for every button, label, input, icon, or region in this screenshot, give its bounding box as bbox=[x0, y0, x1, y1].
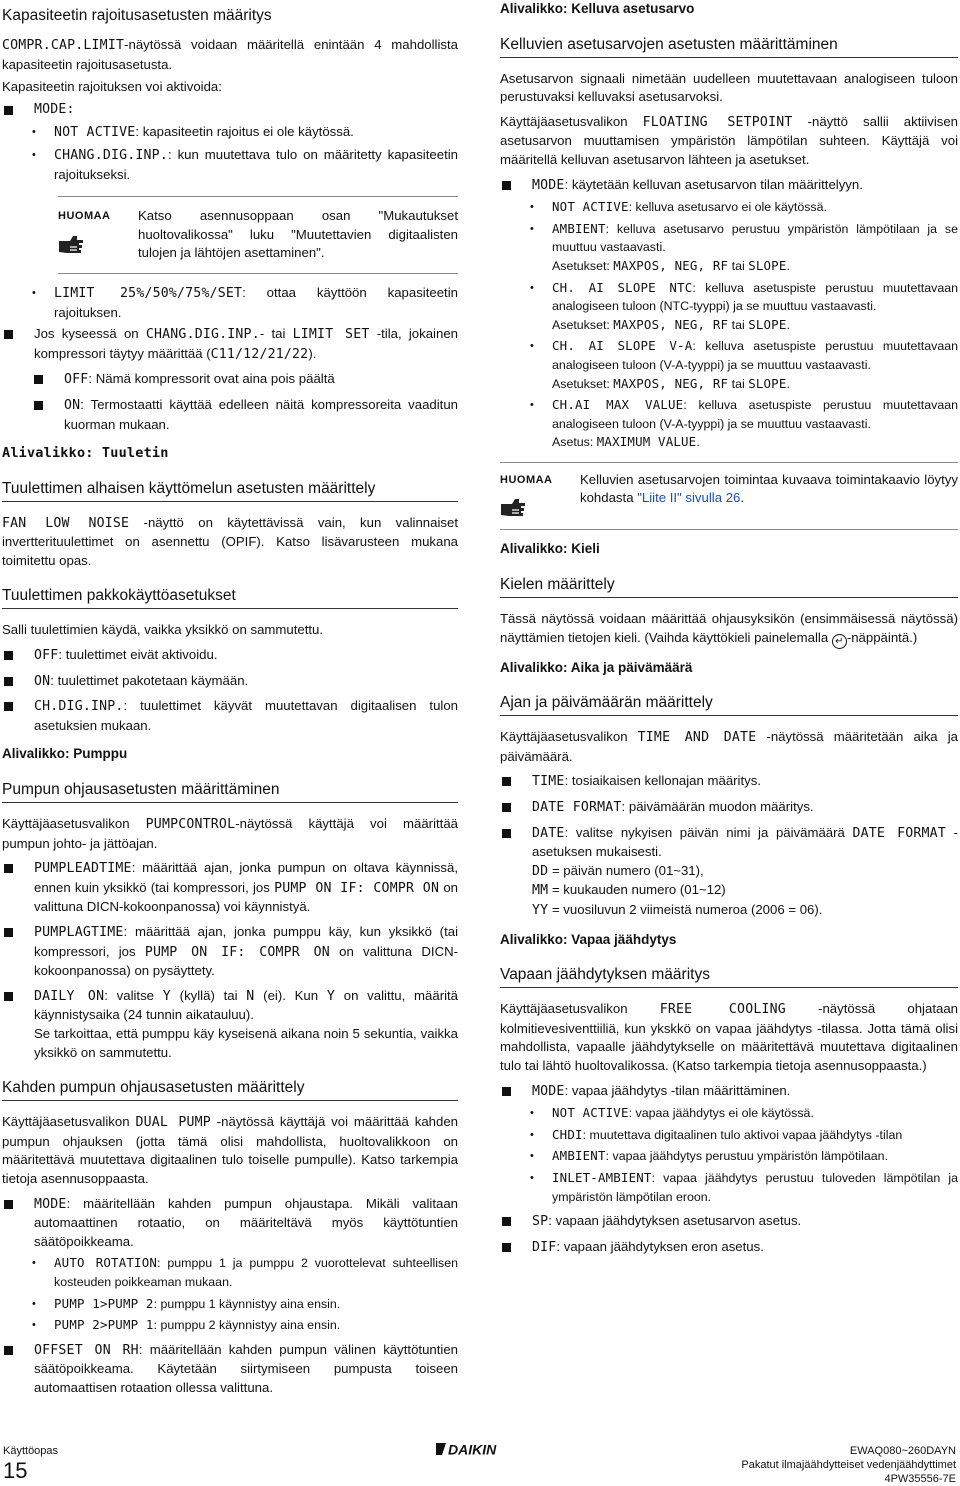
page-number: 15 bbox=[3, 1458, 28, 1483]
note2-text: Kelluvien asetusarvojen toimintaa kuvaava toimintakaavio löytyy kohdasta "Liite II" sivulla 26. bbox=[580, 471, 958, 506]
pump-paragraph: Käyttäjäasetusvalikon PUMPCONTROL-näytössä käyttäjä voi määrittää pumpun johto- ja jättöajan. bbox=[2, 816, 458, 851]
on-bullet: ON: Termostaatti käyttää edelleen näitä kompressoreita vaaditun kuorman mukaan. bbox=[2, 396, 458, 434]
pump2-first-item: • PUMP 2>PUMP 1: pumppu 2 käynnistyy aina ensin. bbox=[2, 1316, 458, 1335]
capacity-activate-text: Kapasiteetin rajoituksen voi aktivoida: bbox=[2, 79, 222, 95]
submenu-kelluva: Alivalikko: Kelluva asetusarvo bbox=[500, 1, 695, 16]
fc-dif-bullet: DIF: vapaan jäähdytyksen eron asetus. bbox=[500, 1238, 958, 1258]
ff-off-bullet: OFF: tuulettimet eivät aktivoidu. bbox=[2, 646, 458, 666]
fan-low-noise-paragraph: FAN LOW NOISE -näyttö on käytettävissä vain, kun valinnaiset invertterituulettimet on asennettu (OPIF). Katso lisävarusteen mukana toimitettu opas. bbox=[2, 514, 458, 568]
enter-key-icon: ↵ bbox=[832, 634, 847, 649]
note-text: Katso asennusoppaan osan "Mukautukset huoltovalikossa" luku "Muutettavien digitaalisten tulojen ja lähtöjen asettaminen". bbox=[138, 208, 458, 261]
footer-left bbox=[3, 1444, 58, 1484]
chang-item: • CHANG.DIG.INP.: kun muutettava tulo on määritetty kapasiteetin rajoitukseksi. bbox=[2, 146, 458, 184]
footer-label: Käyttöopas bbox=[3, 1445, 59, 1457]
pointing-hand-icon bbox=[500, 497, 528, 519]
note2-divider-top bbox=[500, 462, 958, 463]
float-mode-bullet: MODE: käytetään kelluvan asetusarvon tilan määrittelyyn. bbox=[500, 176, 958, 196]
dual-pump-paragraph: Käyttäjäasetusvalikon DUAL PUMP -näytössä käyttäjä voi määrittää kahden pumpun ohjauksen (jotta tämä olisi mahdollista, huoltovalikkoon on määritettävä muutettava digitaalinen tulo toiselle pumpulle). Katso tarkempia tietoja asennusoppaasta. bbox=[2, 1114, 458, 1186]
footer-right bbox=[741, 1444, 956, 1486]
capacity-limit-heading: Kapasiteetin rajoitusasetusten määritys bbox=[2, 7, 272, 24]
fc-not-active-item: • NOT ACTIVE: vapaa jäähdytys ei ole käytössä. bbox=[500, 1104, 958, 1123]
fc-ambient-item: • AMBIENT: vapaa jäähdytys perustuu ympäristön lämpötilaan. bbox=[500, 1147, 958, 1166]
daikin-logo-text: DAIKIN bbox=[448, 1441, 497, 1458]
submenu-kieli: Alivalikko: Kieli bbox=[500, 541, 600, 557]
pointing-hand-icon bbox=[58, 234, 86, 256]
footer-doc-code: 4PW35556-7E bbox=[884, 1473, 956, 1485]
note-box bbox=[2, 207, 458, 273]
fc-mode-bullet: MODE: vapaa jäähdytys -tilan määrittäminen. bbox=[500, 1082, 958, 1102]
auto-rotation-item: • AUTO ROTATION: pumppu 1 ja pumppu 2 vuorottelevat suhteellisen kosteuden poikkeaman mukaan. bbox=[2, 1254, 458, 1291]
capacity-limit-paragraph: COMPR.CAP.LIMIT-näytössä voidaan määritellä enintään 4 mahdollista kapasiteetin rajoitusasetusta. bbox=[2, 37, 458, 72]
submenu-vapaa: Alivalikko: Vapaa jäähdytys bbox=[500, 931, 677, 947]
note-divider-top bbox=[58, 196, 458, 197]
jos-bullet: Jos kyseessä on CHANG.DIG.INP.- tai LIMIT SET -tila, jokainen kompressori täytyy määrittää (C11/12/21/22). bbox=[2, 325, 458, 364]
offset-bullet: OFFSET ON RH: määritellään kahden pumpun välinen käyttötuntien säätöpoikkeama. Käytetään siirtymiseen pumpusta toiseen automaattisen rotaation ollessa valittuna. bbox=[2, 1341, 458, 1398]
note2-label: HUOMAA bbox=[500, 473, 553, 486]
submenu-pumppu: Alivalikko: Pumppu bbox=[2, 746, 128, 762]
time-heading: Ajan ja päivämäärän määrittely bbox=[500, 693, 958, 716]
not-active-item: • NOT ACTIVE: kapasiteetin rajoitus ei ole käytössä. bbox=[2, 123, 458, 143]
pumplagtime-bullet: PUMPLAGTIME: määrittää ajan, jonka pumppu käy, kun yksikkö (tai kompressori, jos PUMP ON IF: COMPR ON on valittuna DICN-kokoonpanossa) on pysäyttety. bbox=[2, 923, 458, 981]
floating-paragraph-1: Asetusarvon signaali nimetään uudelleen muutettavaan analogiseen tuloon perustuvaksi kelluvaksi asetusarvoksi. bbox=[500, 70, 958, 105]
note2-box bbox=[500, 471, 958, 530]
footer-model: EWAQ080~260DAYN bbox=[849, 1445, 956, 1457]
date-bullet: DATE: valitse nykyisen päivän nimi ja päivämäärä DATE FORMAT -asetuksen mukaisesti. DD = päivän numero (01~31), MM = kuukauden numero (01~12) YY = vuosiluvun 2 viimeistä numeroa (2006 = 06). bbox=[500, 824, 958, 921]
submenu-aika: Alivalikko: Aika ja päivämäärä bbox=[500, 659, 693, 675]
float-va-item: • CH. AI SLOPE V-A: kelluva asetuspiste perustuu muutettavaan analogiseen tuloon (V-A-tyyppi) ja se muuttuu vastaavasti. Asetukset: MAXPOS, NEG, RF tai SLOPE. bbox=[500, 337, 958, 393]
free-cooling-paragraph: Käyttäjäasetusvalikon FREE COOLING -näytössä ohjataan kolmitievesiventtiiliä, kun ykskkö on vapaa jäähdytys -tilassa. Jotta tämä olisi mahdollista, vapaalle jäähdytykselle on määritettävä muutettava digitaalinen tulo tai lähtö huoltovalikossa. (Katso tarkempia tietoja asennusoppaasta.) bbox=[500, 1001, 958, 1073]
note2-divider-bottom bbox=[500, 529, 958, 530]
float-max-item: • CH.AI MAX VALUE: kelluva asetuspiste perustuu muutettavaan analogiseen tuloon (V-A-tyyppi) ja se muuttuu vastaavasti. Asetus: MAXIMUM VALUE. bbox=[500, 396, 958, 452]
submenu-tuuletin: Alivalikko: Tuuletin bbox=[2, 445, 169, 462]
float-not-active-item: • NOT ACTIVE: kelluva asetusarvo ei ole käytössä. bbox=[500, 198, 958, 217]
language-heading: Kielen määrittely bbox=[500, 575, 958, 598]
floating-heading: Kelluvien asetusarvojen asetusten määrittäminen bbox=[500, 35, 958, 58]
fan-low-noise-heading: Tuulettimen alhaisen käyttömelun asetusten määrittely bbox=[2, 479, 458, 502]
mode-bullet: MODE: bbox=[2, 101, 458, 120]
ff-on-bullet: ON: tuulettimet pakotetaan käymään. bbox=[2, 672, 458, 692]
date-format-bullet: DATE FORMAT: päivämäärän muodon määritys. bbox=[500, 798, 958, 818]
note-divider-bottom bbox=[58, 273, 458, 274]
time-paragraph: Käyttäjäasetusvalikon TIME AND DATE -näytössä määritetään aika ja päivämäärä. bbox=[500, 729, 958, 764]
fc-inlet-item: • INLET-AMBIENT: vapaa jäähdytys perustuu tuloveden lämpötilan ja ympäristön lämpötilan eroon. bbox=[500, 1169, 958, 1206]
footer-product: Pakatut ilmajäähdytteiset vedenjäähdyttimet bbox=[741, 1459, 956, 1471]
liite-link[interactable]: "Liite II" sivulla 26 bbox=[637, 490, 741, 506]
language-paragraph: Tässä näytössä voidaan määrittää ohjausyksikön (ensimmäisessä näytössä) näyttämien tietojen kieli. (Vaihda käyttökieli painelemalla ↵ -näppäintä.) bbox=[500, 611, 958, 647]
free-cooling-heading: Vapaan jäähdytyksen määritys bbox=[500, 965, 958, 988]
fan-force-paragraph: Salli tuulettimien käydä, vaikka yksikkö on sammutettu. bbox=[2, 622, 324, 638]
pumpleadtime-bullet: PUMPLEADTIME: määrittää ajan, jonka pumpun on oltava käynnissä, ennen kuin yksikkö (tai kompressori, jos PUMP ON IF: COMPR ON on valittuna DICN-kokoonpanossa) voi käynnistyä. bbox=[2, 859, 458, 917]
daily-on-bullet: DAILY ON: valitse Y (kyllä) tai N (ei). Kun Y on valittu, määritä käynnistysaika (24 tunnin aikatauluu). Se tarkoittaa, että pumppu käy kyseisenä aikana noin 5 sekuntia, vaikka yksikkö on sammutettu. bbox=[2, 987, 458, 1062]
pump-heading: Pumpun ohjausasetusten määrittäminen bbox=[2, 780, 458, 803]
ff-ch-bullet: CH.DIG.INP.: tuulettimet käyvät muutettavan digitaalisen tulon asetuksien mukaan. bbox=[2, 697, 458, 735]
note-label: HUOMAA bbox=[58, 210, 111, 223]
fc-chdi-item: • CHDI: muutettava digitaalinen tulo aktivoi vapaa jäähdytys -tilan bbox=[500, 1126, 958, 1145]
page-footer bbox=[0, 1440, 960, 1485]
limit-item: • LIMIT 25%/50%/75%/SET: ottaa käyttöön kapasiteetin rajoituksen. bbox=[2, 284, 458, 322]
float-ambient-item: • AMBIENT: kelluva asetusarvo perustuu ympäristön lämpötilaan ja se muuttuu vastaavasti. Asetukset: MAXPOS, NEG, RF tai SLOPE. bbox=[500, 220, 958, 276]
dual-mode-bullet: MODE: määritellään kahden pumpun ohjaustapa. Mikäli valitaan automaattinen rotaatio, on määriteltävä myös käyttötuntien säätöpoikkeama. bbox=[2, 1195, 458, 1252]
fc-sp-bullet: SP: vapaan jäähdytyksen asetusarvon asetus. bbox=[500, 1212, 958, 1232]
fan-force-heading: Tuulettimen pakkokäyttöasetukset bbox=[2, 586, 458, 609]
pump1-first-item: • PUMP 1>PUMP 2: pumppu 1 käynnistyy aina ensin. bbox=[2, 1295, 458, 1314]
float-ntc-item: • CH. AI SLOPE NTC: kelluva asetuspiste perustuu muutettavaan analogiseen tuloon (NTC-tyyppi) ja se muuttuu vastaavasti. Asetukset: MAXPOS, NEG, RF tai SLOPE. bbox=[500, 279, 958, 335]
daikin-logo bbox=[436, 1440, 524, 1458]
floating-paragraph-2: Käyttäjäasetusvalikon FLOATING SETPOINT -näyttö sallii aktiivisen asetusarvon muuttamisen ympäristön lämpötilan suhteen. Käyttäjä voi määritellä kelluvan asetusarvon lähteen ja asetukset. bbox=[500, 113, 959, 167]
time-bullet: TIME: tosiaikaisen kellonajan määritys. bbox=[500, 772, 958, 792]
off-bullet: OFF: Nämä kompressorit ovat aina pois päältä bbox=[2, 370, 458, 390]
dual-pump-heading: Kahden pumpun ohjausasetusten määrittely bbox=[2, 1078, 458, 1101]
